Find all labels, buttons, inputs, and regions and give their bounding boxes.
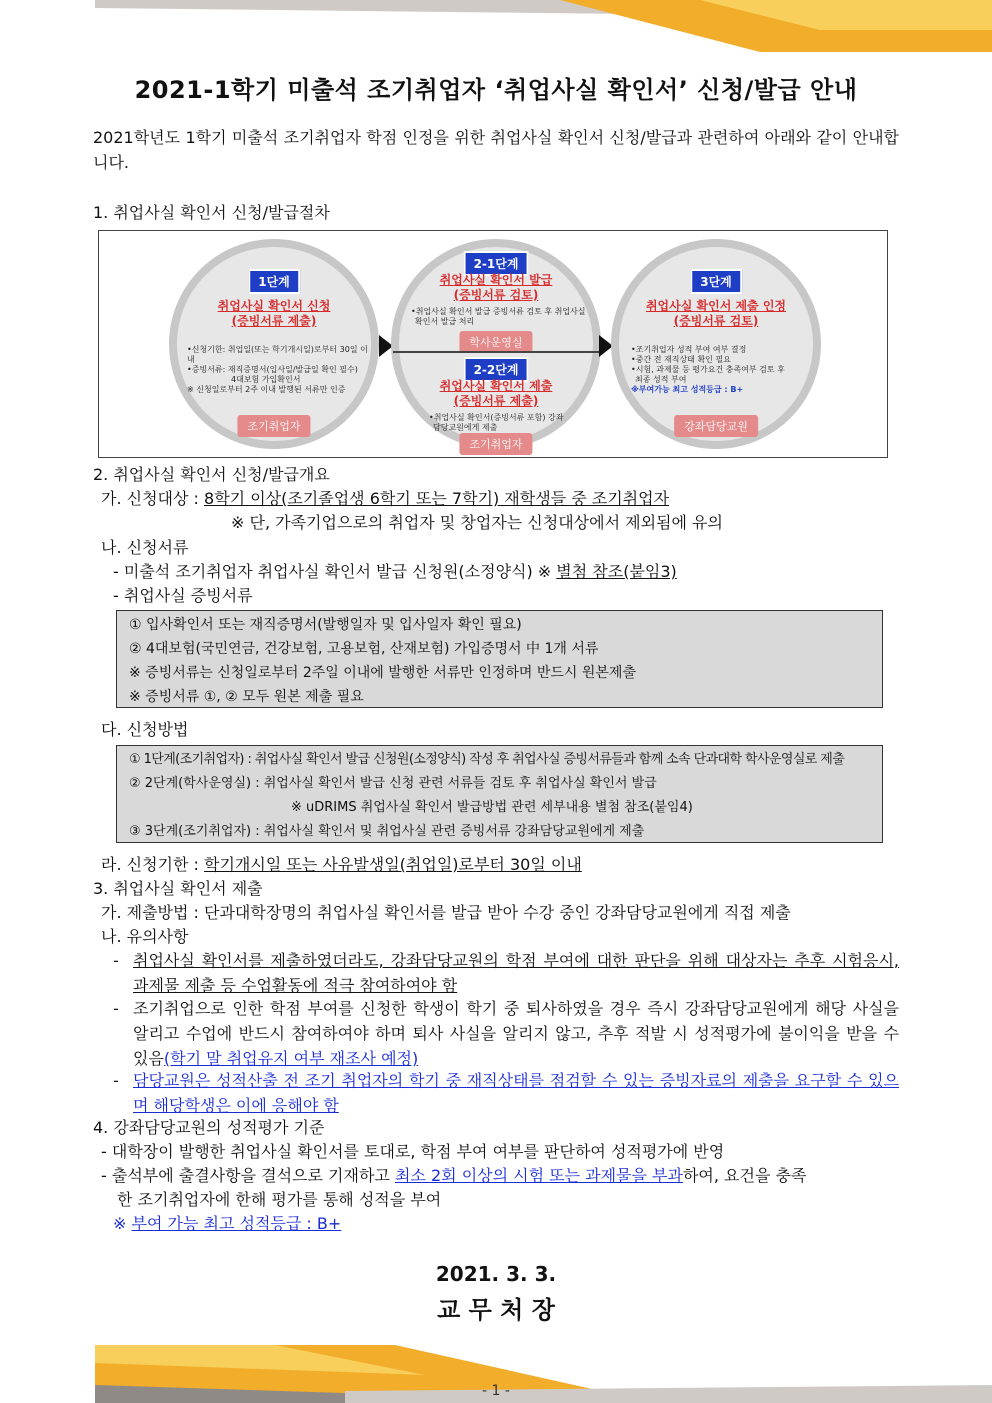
grading-item2: - 출석부에 출결사항을 결석으로 기재하고 최소 2회 이상의 시험 또는 과제물을 부과하여, 요건을 충족 bbox=[101, 1166, 807, 1185]
step3-tag: 3단계 bbox=[690, 269, 742, 294]
method-box: ① 1단계(조기취업자) : 취업사실 확인서 발급 신청원(소정양식) 작성 후 취업사실 증빙서류들과 함께 소속 단과대학 학사운영실로 제출 ② 2단계(학사운영실) : 취업사실 확인서 발급 신청 관련 서류들 검토 후 취업사실 확인서 발급 ※ uDRIMS 취업사실 확인서 발급방법 관련 세부내용 별첨 참조(붙임4) ③ 3단계(조기취업자) : 취업사실 확인서 및 취업사실 관련 증빙서류 강좌담당교원에게 제출 bbox=[116, 745, 883, 843]
method-heading: 다. 신청방법 bbox=[101, 720, 189, 739]
caution-dash-1: - bbox=[113, 951, 119, 970]
evidence-box: ① 입사확인서 또는 재직증명서(발행일자 및 입사일자 확인 필요) ② 4대보험(국민연금, 건강보험, 고용보험, 산재보험) 가입증명서 中 1개 서류 ※ 증빙서류는 신청일로부터 2주일 이내에 발행한 서류만 인정하며 반드시 원본제출 ※ 증빙서류 ①, ② 모두 원본 제출 필요 bbox=[116, 610, 883, 708]
caution-item3: 담당교원은 성적산출 전 조기 취업자의 학기 중 재직상태를 점검할 수 있는 증빙자료의 제출을 요구할 수 있으며 해당학생은 이에 응해야 함 bbox=[133, 1071, 899, 1115]
cautions-heading: 나. 유의사항 bbox=[101, 927, 189, 946]
caution-item1: 취업사실 확인서를 제출하였더라도, 강좌담당교원의 학점 부여에 대한 판단을 위해 대상자는 추후 시험응시, 과제물 제출 등 수업활동에 적극 참여하여야 함 bbox=[133, 951, 899, 995]
target-note: ※ 단, 가족기업으로의 취업자 및 창업자는 신청대상에서 제외됨에 유의 bbox=[231, 513, 723, 532]
step1-body: •신청기한: 취업일(또는 학기개시일)로부터 30일 이내 •증빙서류: 재직증명서(입사일/발급일 확인 필수) 4대보험 가입확인서 ※ 신청일로부터 2주 이내 발행된 서류만 인증 bbox=[187, 345, 368, 394]
process-diagram bbox=[98, 230, 888, 458]
section2-heading: 2. 취업사실 확인서 신청/발급개요 bbox=[93, 465, 330, 484]
caution-dash-2: - bbox=[113, 999, 119, 1018]
documents-item1: - 미출석 조기취업자 취업사실 확인서 발급 신청원(소정양식) ※ 별첨 참조(붙임3) bbox=[113, 562, 677, 581]
header-decoration bbox=[0, 0, 992, 60]
step2-1-body: •취업사실 확인서 발급 증빙서류 검토 후 취업사실 확인서 발급 처리 bbox=[411, 307, 586, 326]
step3-actor: 강좌담당교원 bbox=[674, 415, 758, 437]
step3-title: 취업사실 확인서 제출 인정 (증빙서류 검토) bbox=[645, 299, 787, 328]
step2-1-tag: 2-1단계 bbox=[464, 251, 529, 276]
document-date: 2021. 3. 3. bbox=[435, 1262, 557, 1286]
step3-body: •조기취업자 성적 부여 여부 결정 •중간 전 재직상태 확인 필요 •시험, 과제물 등 평가요건 충족여부 검토 후 최종 성적 부여 ※부여가능 최고 성적등급 : B+ bbox=[631, 345, 785, 394]
page-title: 2021-1학기 미출석 조기취업자 ‘취업사실 확인서’ 신청/발급 안내 bbox=[134, 76, 858, 104]
target-line: 가. 신청대상 : 8학기 이상(조기졸업생 6학기 또는 7학기) 재학생들 중 조기취업자 bbox=[101, 489, 670, 508]
page-number: - 1 - bbox=[482, 1383, 510, 1399]
step1-circle bbox=[169, 239, 379, 449]
step1-actor: 조기취업자 bbox=[237, 415, 310, 437]
step1-tag: 1단계 bbox=[248, 269, 300, 294]
step1-title: 취업사실 확인서 신청 (증빙서류 제출) bbox=[217, 299, 331, 328]
step2-2-tag: 2-2단계 bbox=[464, 357, 529, 382]
submit-method: 가. 제출방법 : 단과대학장명의 취업사실 확인서를 발급 받아 수강 중인 강좌담당교원에게 직접 제출 bbox=[101, 903, 791, 922]
grading-note: ※ 부여 가능 최고 성적등급 : B+ bbox=[113, 1214, 342, 1233]
grading-item2-cont: 한 조기취업자에 한해 평가를 통해 성적을 부여 bbox=[117, 1190, 442, 1209]
caution-dash-3: - bbox=[113, 1071, 119, 1090]
deadline-line: 라. 신청기한 : 학기개시일 또는 사유발생일(취업일)로부터 30일 이내 bbox=[101, 855, 582, 874]
step2-1-actor: 학사운영실 bbox=[459, 331, 532, 353]
section4-heading: 4. 강좌담당교원의 성적평가 기준 bbox=[93, 1118, 325, 1137]
section3-heading: 3. 취업사실 확인서 제출 bbox=[93, 879, 263, 898]
step2-1-title: 취업사실 확인서 발급 (증빙서류 검토) bbox=[439, 273, 553, 302]
grading-item1: - 대학장이 발행한 취업사실 확인서를 토대로, 학점 부여 여부를 판단하여 성적평가에 반영 bbox=[101, 1142, 725, 1161]
step2-circle bbox=[391, 239, 601, 449]
step2-2-title: 취업사실 확인서 제출 (증빙서류 제출) bbox=[439, 379, 553, 408]
documents-item2: - 취업사실 증빙서류 bbox=[113, 586, 253, 605]
step2-divider bbox=[393, 351, 603, 353]
intro-paragraph: 2021학년도 1학기 미출석 조기취업자 학점 인정을 위한 취업사실 확인서 신청/발급과 관련하여 아래와 같이 안내합니다. bbox=[93, 128, 899, 172]
step2-2-actor: 조기취업자 bbox=[459, 433, 532, 455]
section1-heading: 1. 취업사실 확인서 신청/발급절차 bbox=[93, 203, 330, 222]
step3-circle bbox=[611, 239, 821, 449]
documents-heading: 나. 신청서류 bbox=[101, 538, 189, 557]
signer: 교 무 처 장 bbox=[437, 1296, 555, 1324]
caution-item2: 조기취업으로 인한 학점 부여를 신청한 학생이 학기 중 퇴사하였을 경우 즉시 강좌담당교원에게 해당 사실을 알리고 수업에 반드시 참여하여야 하며 퇴사 사실을 알리지 않고, 추후 적발 시 성적평가에 불이익을 받을 수 있음(학기 말 취업유지 여부 재조사 예정) bbox=[133, 999, 899, 1068]
step2-2-body: •취업사실 확인서(증빙서류 포함) 강좌 담당교원에게 제출 bbox=[429, 413, 564, 432]
